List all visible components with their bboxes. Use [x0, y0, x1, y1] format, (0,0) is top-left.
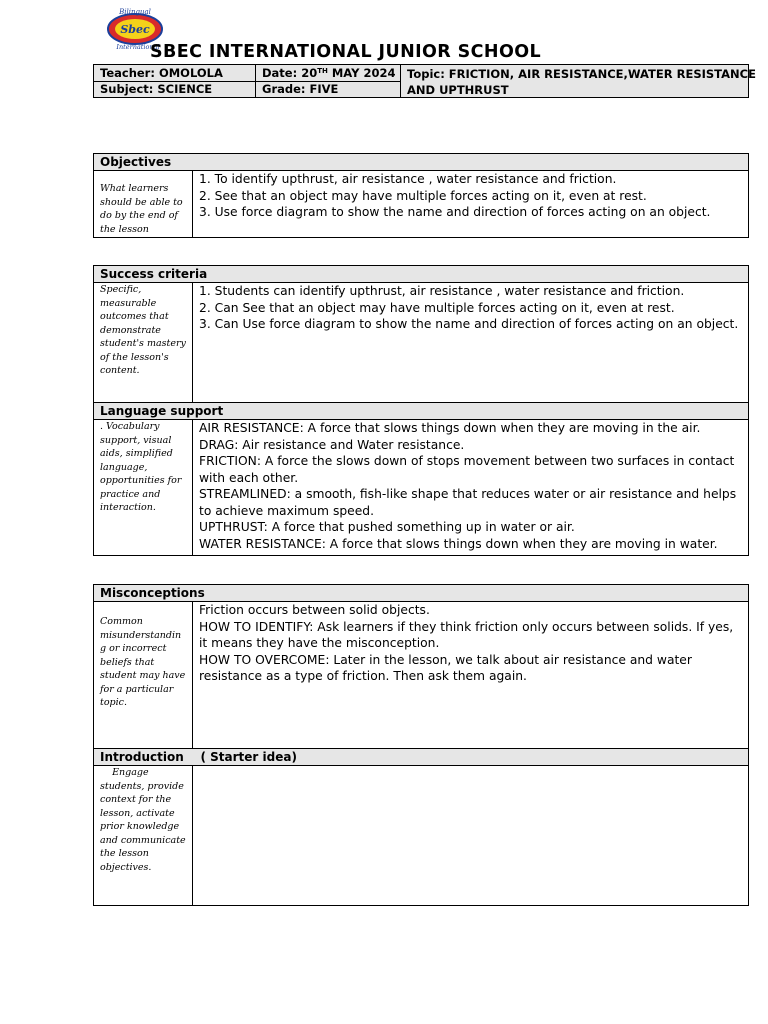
- subject-field: Subject: SCIENCE: [100, 82, 213, 96]
- objectives-description: What learners should be able to do by the end of the lesson: [94, 171, 193, 237]
- list-item: 3. Use force diagram to show the name and direction of forces acting on an object.: [199, 205, 711, 219]
- school-title: SBEC INTERNATIONAL JUNIOR SCHOOL: [150, 42, 542, 62]
- list-item: STREAMLINED: a smooth, fish-like shape that reduces water or air resistance and helps to achieve maximum speed.: [199, 487, 737, 518]
- list-item: DRAG: Air resistance and Water resistance.: [199, 437, 465, 452]
- objectives-list: [193, 171, 748, 221]
- misconceptions-description: Common misunderstandin g or incorrect beliefs that student may have for a particular topic.: [94, 602, 193, 748]
- misconceptions-heading: Misconceptions: [93, 584, 749, 602]
- list-item: AIR RESISTANCE: A force that slows things down when they are moving in the air.: [199, 421, 701, 435]
- svg-text:Sbec: Sbec: [120, 23, 150, 36]
- list-item: 2. See that an object may have multiple forces acting on it, even at rest.: [199, 188, 647, 203]
- objectives-heading: Objectives: [93, 153, 749, 171]
- topic-field: Topic: FRICTION, AIR RESISTANCE,WATER RESISTANCE AND UPTHRUST: [407, 67, 756, 97]
- success-criteria-list: [193, 283, 748, 333]
- list-item: HOW TO OVERCOME: Later in the lesson, we talk about air resistance and water resistance as a type of friction. Then ask them again.: [199, 652, 692, 683]
- list-item: Friction occurs between solid objects.: [199, 603, 430, 617]
- list-item: 1. Students can identify upthrust, air resistance , water resistance and friction.: [199, 284, 685, 298]
- list-item: UPTHRUST: A force that pushed something up in water or air.: [199, 520, 575, 534]
- list-item: 1. To identify upthrust, air resistance , water resistance and friction.: [199, 172, 617, 186]
- lesson-header-table: [93, 64, 756, 98]
- svg-text:Bilingual: Bilingual: [119, 8, 151, 16]
- language-support-heading: Language support: [93, 403, 749, 420]
- list-item: FRICTION: A force the slows down of stops movement between two surfaces in contact with each other.: [199, 454, 735, 485]
- list-item: 3. Can Use force diagram to show the name and direction of forces acting on an object.: [199, 317, 739, 331]
- list-item: HOW TO IDENTIFY: Ask learners if they think friction only occurs between solids. If yes, it means they have the misconception.: [199, 619, 734, 650]
- teacher-field: Teacher: OMOLOLA: [100, 66, 223, 80]
- grade-field: Grade: FIVE: [262, 82, 339, 96]
- svg-text:International: International: [116, 43, 160, 51]
- language-support-list: [193, 420, 748, 552]
- date-field: Date: 20TH MAY 2024: [262, 66, 396, 80]
- language-support-description: . Vocabulary support, visual aids, simplified language, opportunities for practice and interaction.: [94, 420, 193, 555]
- list-item: 2. Can See that an object may have multiple forces acting on it, even at rest.: [199, 300, 675, 315]
- success-criteria-description: Specific, measurable outcomes that demonstrate student's mastery of the lesson's content.: [94, 283, 193, 402]
- misconceptions-list: [193, 602, 748, 685]
- introduction-heading: Introduction ( Starter idea): [93, 749, 749, 766]
- list-item: WATER RESISTANCE: A force that slows things down when they are moving in water.: [199, 536, 718, 551]
- introduction-description: Engage students, provide context for the lesson, activate prior knowledge and communicate the lesson objectives.: [94, 766, 193, 905]
- success-criteria-heading: Success criteria: [93, 265, 749, 283]
